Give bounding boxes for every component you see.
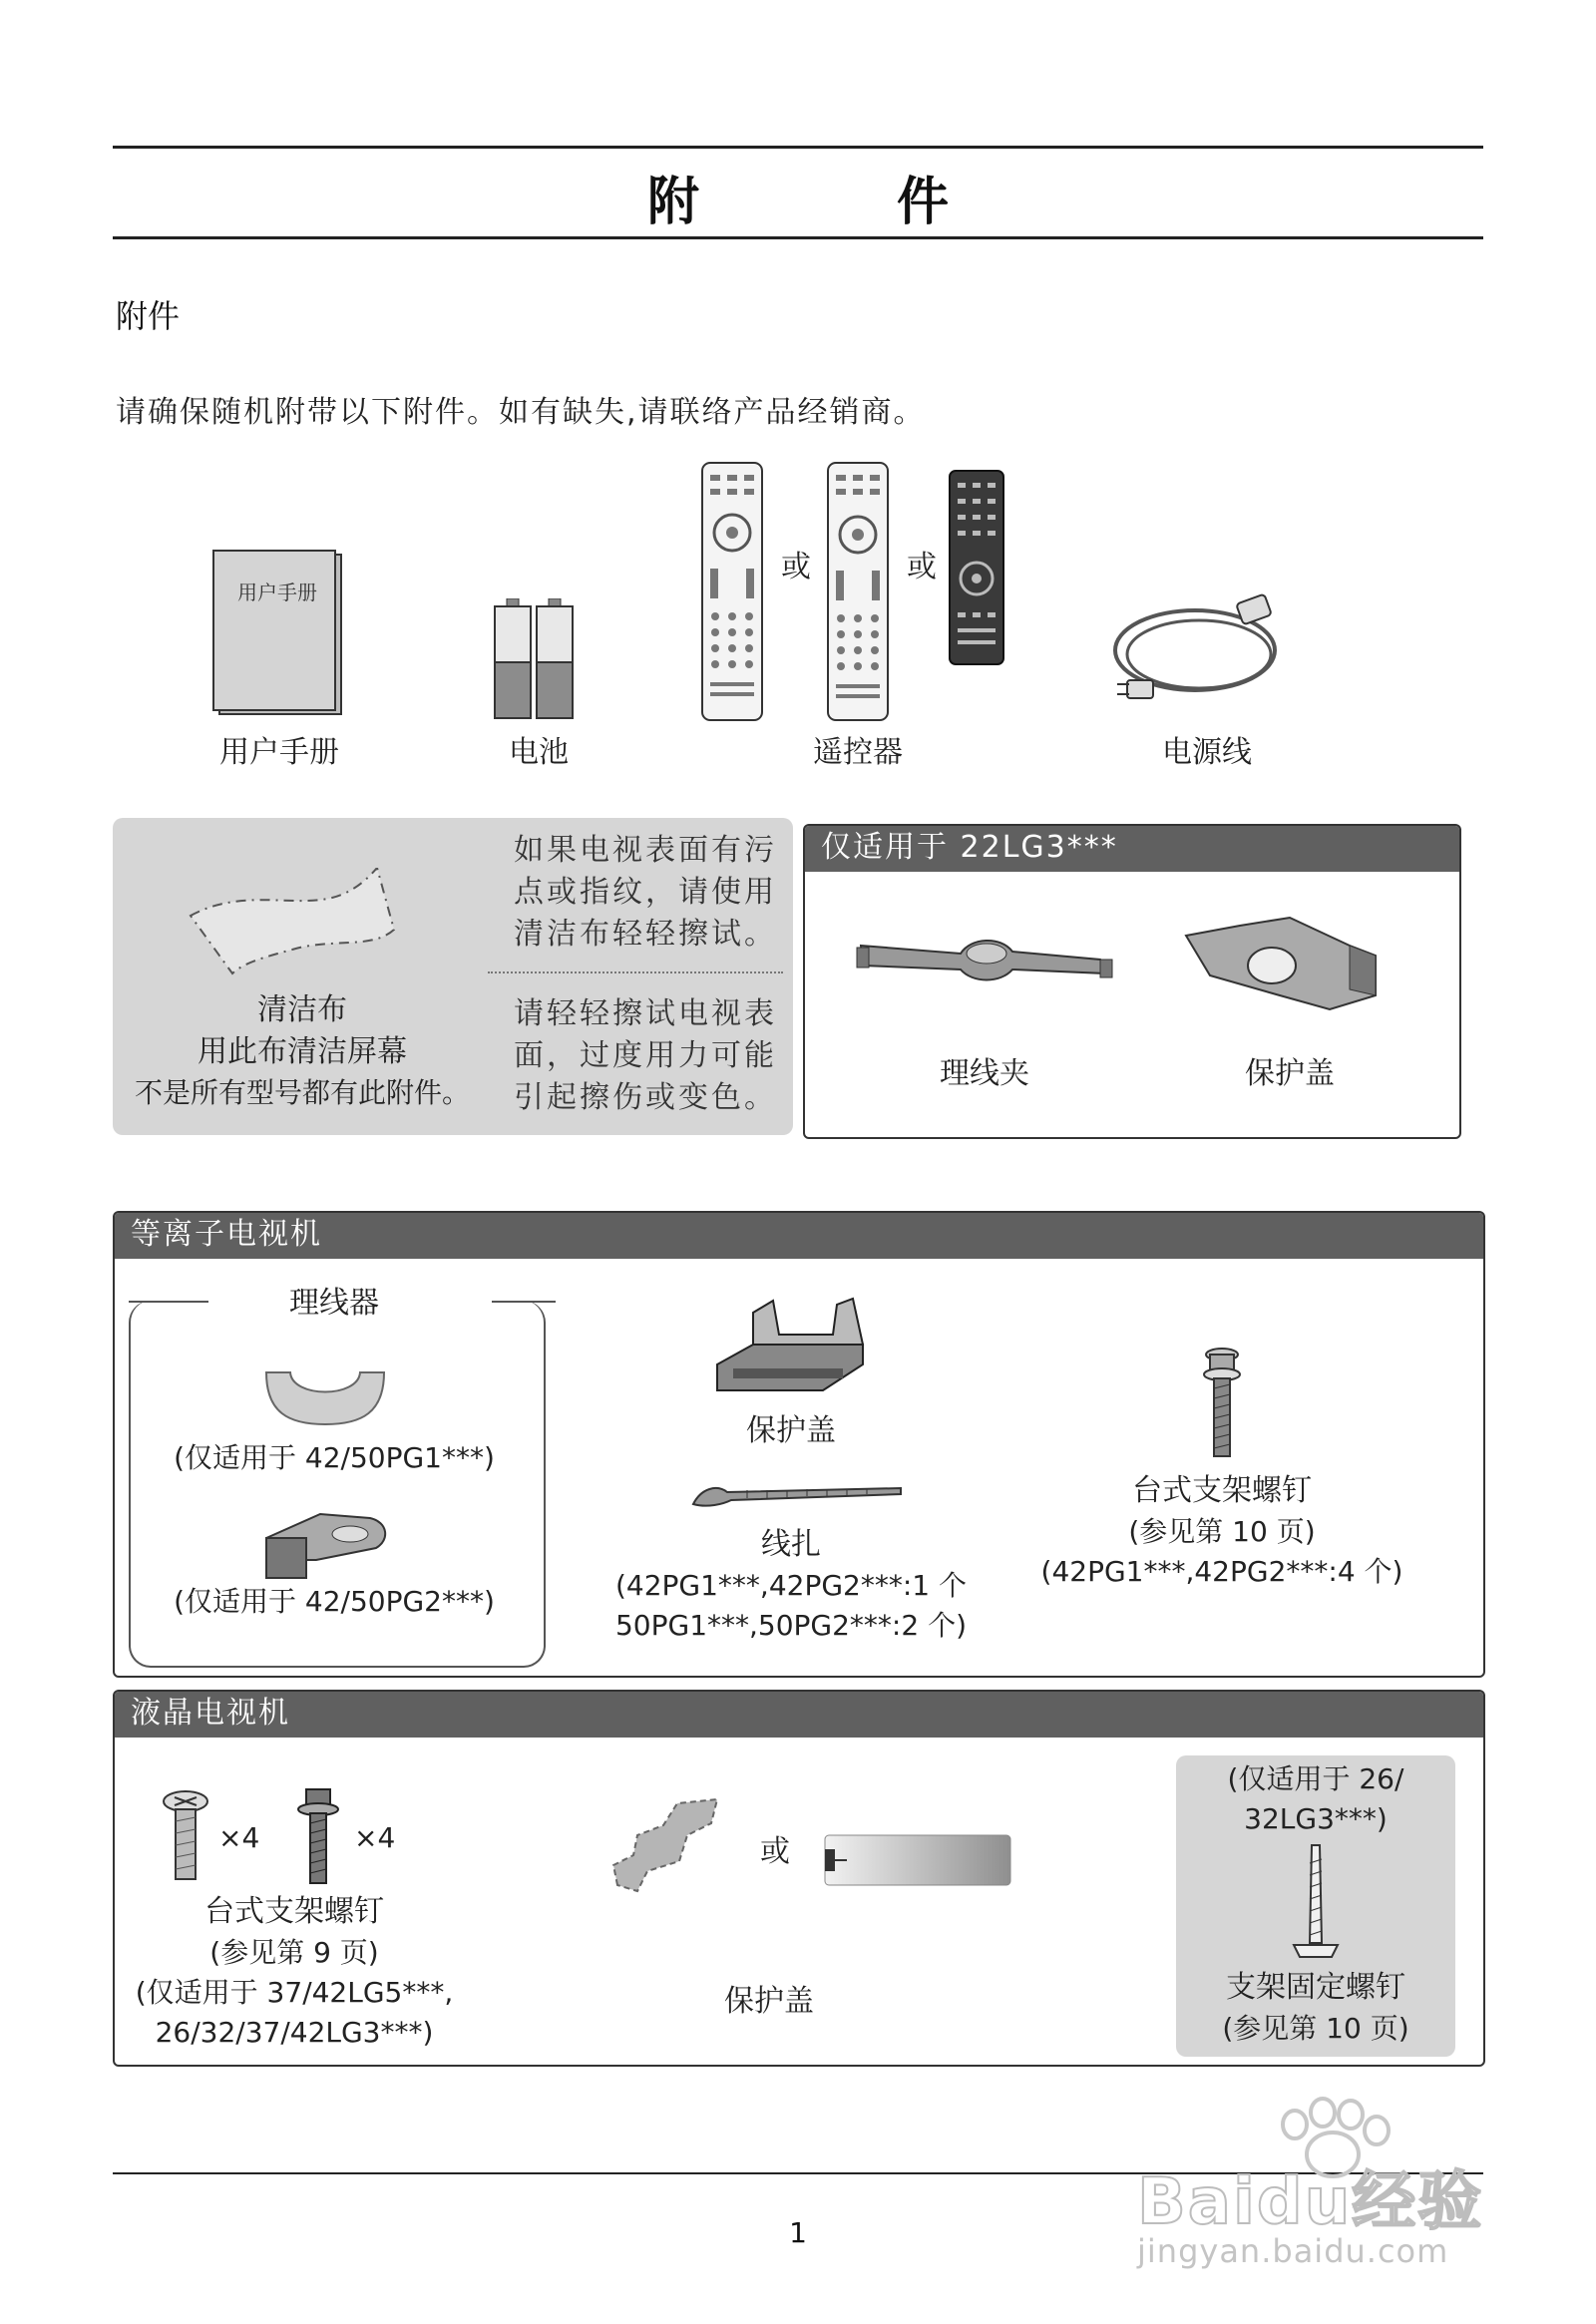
- lg22-item-2-label: 保护盖: [1245, 1056, 1335, 1091]
- watermark-brand: Baidu经验: [1137, 2165, 1484, 2239]
- lcd-cover-bar-icon: [823, 1833, 1012, 1887]
- lcd-screw-note-1: (仅适用于 37/42LG5***,: [135, 1976, 454, 2009]
- lcd-qty-2: ×4: [354, 1821, 396, 1854]
- tip-divider: [488, 971, 783, 973]
- power-cord-label: 电源线: [1162, 735, 1252, 770]
- remote-control-icon: [700, 461, 764, 722]
- tip-1-line-3: 清洁布轻轻擦试。: [514, 917, 777, 952]
- cable-clip-icon: [851, 926, 1120, 995]
- cable-tie-icon: [687, 1474, 905, 1514]
- cloth-name: 清洁布: [257, 992, 347, 1027]
- flat-head-screw-icon: [161, 1789, 210, 1883]
- organizer-2-icon: [260, 1504, 390, 1584]
- plasma-panel: [113, 1211, 1485, 1678]
- lcd-qty-1: ×4: [218, 1821, 260, 1854]
- manual-cover-text: 用户手册: [237, 581, 317, 604]
- power-cord-icon: [1107, 588, 1297, 710]
- washer-screw-icon: [296, 1787, 340, 1887]
- page-number: 1: [789, 2216, 807, 2249]
- plasma-screw-note: (42PG1***,42PG2***:4 个): [1040, 1555, 1403, 1588]
- page-title: 附 件: [646, 173, 1039, 232]
- fix-note-2: 32LG3***): [1244, 1802, 1388, 1835]
- cleaning-tip-2: [514, 993, 783, 1119]
- tie-note-1: (42PG1***,42PG2***:1 个: [614, 1569, 968, 1602]
- fix-ref: (参见第 10 页): [1222, 2012, 1409, 2045]
- protective-cover-icon: [1180, 916, 1380, 1015]
- plasma-header: 等离子电视机: [115, 1213, 1483, 1259]
- tip-2-line-1: 请轻轻擦试电视表: [514, 996, 777, 1031]
- top-rule: [113, 146, 1483, 149]
- organizer-1-note: (仅适用于 42/50PG1***): [174, 1441, 495, 1474]
- tip-2-line-3: 引起擦伤或变色。: [514, 1080, 777, 1115]
- tie-label: 线扎: [761, 1527, 821, 1562]
- lcd-panel: [113, 1690, 1485, 2067]
- lg22-panel: [803, 824, 1461, 1139]
- fix-note-1: (仅适用于 26/: [1227, 1762, 1404, 1795]
- battery-illustration: [493, 598, 577, 720]
- organizer-title: 理线器: [289, 1286, 379, 1321]
- section-heading: 附件: [116, 297, 181, 335]
- remote-control-icon: [948, 469, 1005, 666]
- organizer-2-note: (仅适用于 42/50PG2***): [174, 1585, 495, 1618]
- lcd-header: 液晶电视机: [115, 1692, 1483, 1738]
- title-rule: [113, 236, 1483, 239]
- lcd-cover-icon: [607, 1795, 727, 1897]
- tip-1-line-2: 点或指纹，请使用: [514, 875, 777, 910]
- lcd-screw-ref: (参见第 9 页): [209, 1936, 379, 1969]
- cleaning-tip-1: [514, 830, 783, 956]
- tip-1-line-1: 如果电视表面有污: [514, 833, 777, 868]
- battery-label: 电池: [509, 735, 569, 770]
- organizer-box-top-right: [492, 1301, 556, 1303]
- or-text-1: 或: [781, 550, 811, 584]
- intro-text: 请确保随机附带以下附件。如有缺失,请联络产品经销商。: [116, 395, 926, 430]
- plasma-cover-label: 保护盖: [746, 1413, 836, 1448]
- lcd-or-text: 或: [760, 1834, 790, 1869]
- lcd-screw-label: 台式支架螺钉: [204, 1894, 384, 1929]
- plasma-screw-ref: (参见第 10 页): [1128, 1515, 1316, 1548]
- lcd-screw-note-2: 26/32/37/42LG3***): [155, 2016, 434, 2049]
- cleaning-cloth-panel: [113, 818, 793, 1135]
- fix-screw-panel: [1176, 1755, 1455, 2057]
- plasma-screw-label: 台式支架螺钉: [1132, 1473, 1312, 1508]
- lg22-item-1-label: 理线夹: [940, 1056, 1029, 1091]
- cleaning-cloth-illustration: [183, 868, 402, 977]
- watermark-url: jingyan.baidu.com: [1137, 2232, 1449, 2270]
- lcd-cover-label: 保护盖: [724, 1984, 814, 2019]
- manual-illustration: [209, 549, 344, 718]
- lg22-header: 仅适用于 22LG3***: [805, 826, 1459, 872]
- remote-label: 遥控器: [813, 735, 903, 770]
- remote-control-icon: [826, 461, 890, 722]
- baidu-watermark: [1137, 2095, 1516, 2274]
- tip-2-line-2: 面，过度用力可能: [514, 1038, 777, 1073]
- organizer-1-icon: [262, 1368, 388, 1428]
- screw-icon: [1202, 1347, 1242, 1466]
- organizer-box-top-left: [129, 1301, 208, 1303]
- plasma-cover-icon: [713, 1295, 869, 1404]
- cloth-note: 不是所有型号都有此附件。: [134, 1076, 470, 1109]
- fixing-screw-icon: [1288, 1843, 1344, 1961]
- tie-note-2: 50PG1***,50PG2***:2 个): [614, 1609, 968, 1642]
- cloth-use: 用此布清洁屏幕: [198, 1034, 407, 1069]
- or-text-2: 或: [907, 550, 937, 584]
- manual-label: 用户手册: [219, 735, 339, 770]
- fix-label: 支架固定螺钉: [1226, 1970, 1405, 2005]
